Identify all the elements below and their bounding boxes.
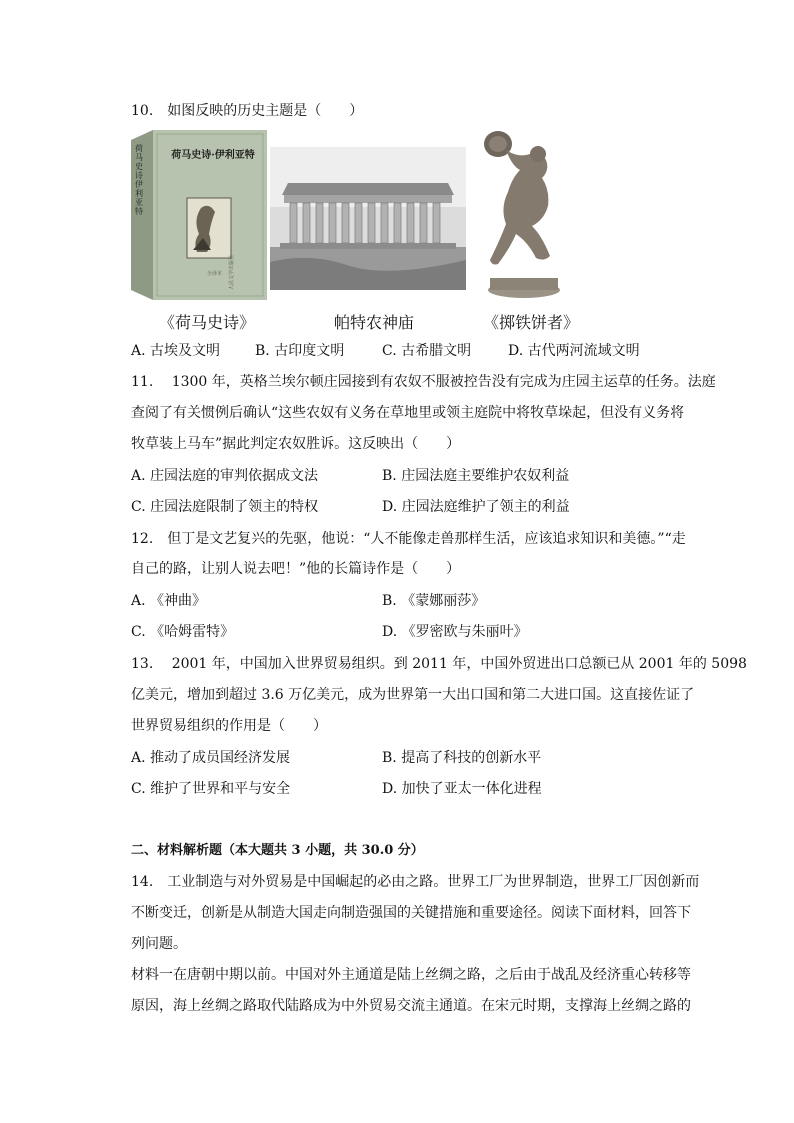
discobolus-illustration xyxy=(478,128,570,300)
question-14-line-1: 14. 工业制造与对外贸易是中国崛起的必由之路。世界工厂为世界制造，世界工厂因创新而 xyxy=(131,874,700,890)
section-heading: 二、材料解析题（本大题共 3 小题，共 30.0 分） xyxy=(131,843,424,858)
caption-homer-epic: 《荷马史诗》 xyxy=(159,313,256,332)
q11-option-b: B. 庄园法庭主要维护农奴利益 xyxy=(382,468,570,484)
question-12-line-2: 自己的路，让别人说去吧！”他的长篇诗作是（ ） xyxy=(131,561,461,577)
question-11-line-3: 牧草装上马车”据此判定农奴胜诉。这反映出（ ） xyxy=(131,436,461,452)
question-14-material-line-1: 材料一在唐朝中期以前。中国对外主通道是陆上丝绸之路，之后由于战乱及经济重心转移等 xyxy=(131,967,691,983)
question-10-stem: 10. 如图反映的历史主题是（ ） xyxy=(131,103,364,119)
question-12-line-1: 12. 但丁是文艺复兴的先驱，他说：“人不能像走兽那样生活，应该追求知识和美德。”“走 xyxy=(131,531,686,547)
homer-epic-book-image xyxy=(131,130,267,300)
q11-option-d: D. 庄园法庭维护了领主的利益 xyxy=(382,499,570,515)
parthenon-image xyxy=(270,147,466,290)
q12-option-c: C. 《哈姆雷特》 xyxy=(131,624,235,640)
q13-option-b: B. 提高了科技的创新水平 xyxy=(382,750,542,766)
q12-option-d: D. 《罗密欧与朱丽叶》 xyxy=(382,624,528,640)
q13-option-a: A. 推动了成员国经济发展 xyxy=(131,750,291,766)
svg-text:人民文学出版社: 人民文学出版社 xyxy=(229,254,235,290)
q10-option-a: A. 古埃及文明 xyxy=(131,343,221,359)
question-14-material-line-2: 原因，海上丝绸之路取代陆路成为中外贸易交流主通道。在宋元时期，支撑海上丝绸之路的 xyxy=(131,998,691,1014)
svg-text:全译本: 全译本 xyxy=(207,271,223,277)
q13-option-d: D. 加快了亚太一体化进程 xyxy=(382,781,542,797)
q12-option-b: B. 《蒙娜丽莎》 xyxy=(382,593,486,609)
question-14-line-3: 列问题。 xyxy=(131,936,187,952)
q11-option-c: C. 庄园法庭限制了领主的特权 xyxy=(131,499,319,515)
question-11-line-2: 查阅了有关惯例后确认“这些农奴有义务在草地里或领主庭院中将牧草垛起，但没有义务将 xyxy=(131,405,685,421)
question-13-line-1: 13. 2001 年，中国加入世界贸易组织。到 2011 年，中国外贸进出口总额已从 2001 年的 5098 xyxy=(131,656,747,672)
q12-option-a: A. 《神曲》 xyxy=(131,593,207,609)
book-spine-title: 荷马史诗 伊利亚特 xyxy=(135,144,143,216)
q11-option-a: A. 庄园法庭的审判依据成文法 xyxy=(131,468,319,484)
q10-option-d: D. 古代两河流域文明 xyxy=(508,343,640,359)
parthenon-illustration xyxy=(270,147,466,290)
q10-option-b: B. 古印度文明 xyxy=(255,343,345,359)
question-13-line-3: 世界贸易组织的作用是（ ） xyxy=(131,718,327,734)
book-cover-title: 荷马史诗·伊利亚特 xyxy=(171,150,255,161)
discobolus-image xyxy=(478,128,570,300)
question-11-line-1: 11. 1300 年，英格兰埃尔顿庄园接到有农奴不服被控告没有完成为庄园主运草的任务。法庭 xyxy=(131,374,716,390)
question-14-line-2: 不断变迁，创新是从制造大国走向制造强国的关键措施和重要途径。阅读下面材料，回答下 xyxy=(131,905,691,921)
caption-parthenon: 帕特农神庙 xyxy=(334,313,415,332)
caption-discobolus: 《掷铁饼者》 xyxy=(483,313,580,332)
q10-option-c: C. 古希腊文明 xyxy=(382,343,472,359)
q13-option-c: C. 维护了世界和平与安全 xyxy=(131,781,291,797)
question-13-line-2: 亿美元，增加到超过 3.6 万亿美元，成为世界第一大出口国和第二大进口国。这直接佐证了 xyxy=(131,687,695,703)
